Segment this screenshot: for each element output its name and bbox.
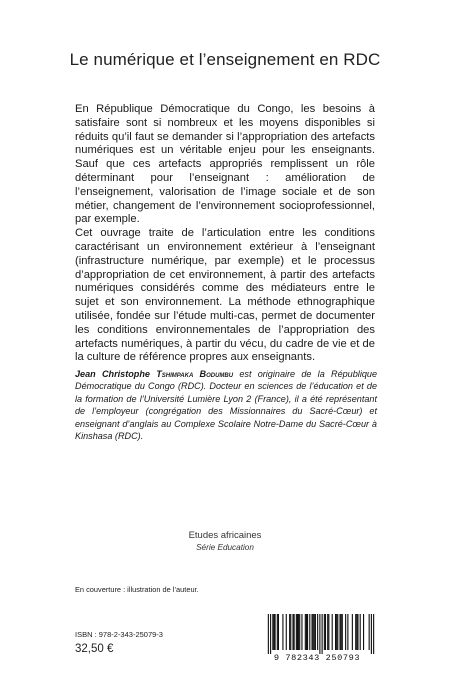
barcode-bar <box>294 614 295 650</box>
barcode-bar <box>272 614 273 650</box>
barcode-digits: 9 782343 250793 <box>273 653 361 663</box>
barcode-bar <box>314 614 315 650</box>
abstract-paragraph-2: Cet ouvrage traite de l’articulation entre les conditions caractérisant un environnement extérieur à l’enseignant (infrastructure numérique, par exemple) et le processus d’appropriation de cet environnement, à partir des artefacts numériques considérés comme des médiateurs entre le sujet et son environnement. La méthode ethnographique utilisée, fondée sur l’étude multi-cas, permet de documenter les conditions environnementales de l’appropriation des artefacts numériques, à partir du vécu, du cadre de vie et de la culture de référence propres aux enseignants. <box>75 227 375 364</box>
barcode-bar <box>332 614 333 650</box>
barcode-bar <box>275 614 276 650</box>
subseries-name: Série Education <box>196 543 254 552</box>
author-bio <box>75 368 377 442</box>
author-bio-text: est originaire de la République Démocratique du Congo (RDC). Docteur en sciences de l’éducation et de la formation de l’Université Lumière Lyon 2 (France), il a été représentant de l’employeur (congrégation des Missionnaires du Sacré-Cœur) et enseignant d’anglais au Complexe Scolaire Notre-Dame du Sacré-Cœur à Kinshasa (RDC). <box>75 369 378 442</box>
collection-block <box>0 530 450 552</box>
barcode-bar <box>301 614 302 650</box>
cover-credit: En couverture : illustration de l’auteur. <box>75 585 199 594</box>
barcode-bar <box>270 614 271 654</box>
barcode-bar <box>327 614 328 650</box>
barcode-bar <box>337 614 338 650</box>
barcode-bar <box>360 614 361 650</box>
barcode-bar <box>325 614 326 650</box>
barcode-bar <box>315 614 316 650</box>
book-title: Le numérique et l’enseignement en RDC <box>69 50 381 69</box>
barcode-bar <box>322 614 323 654</box>
barcode-bar <box>345 614 346 650</box>
series-name: Etudes africaines <box>188 530 262 541</box>
barcode-bars <box>255 612 379 654</box>
barcode-bar <box>282 614 283 650</box>
barcode-bar <box>268 614 269 654</box>
isbn: ISBN : 978-2-343-25079-3 <box>75 630 163 639</box>
barcode-bar <box>299 614 300 650</box>
barcode-bar <box>373 614 374 654</box>
barcode-bar <box>309 614 310 650</box>
barcode-bar <box>336 614 337 650</box>
author-name <box>75 369 233 379</box>
barcode-bar <box>296 614 297 650</box>
barcode-bar <box>273 614 274 650</box>
abstract-paragraph-1: En République Démocratique du Congo, les besoins à satisfaire sont si nombreux et les moyens disponibles si réduits qu’il faut se demander si l’appropriation des artefacts numériques est un véritable enjeu pour les enseignants. Sauf que ces artefacts appropriés remplissent un rôle déterminant pour l’enseignant : amélioration de l’enseignement, valorisation de l’image sociale et de son métier, changement de l’environnement socioprofessionnel, par exemple. <box>75 103 375 226</box>
barcode-bar <box>352 614 353 650</box>
barcode-bar <box>342 614 343 650</box>
barcode-bar <box>311 614 312 650</box>
barcode-bar <box>328 614 329 650</box>
barcode-bar <box>277 614 278 650</box>
barcode-bar <box>335 614 336 650</box>
barcode-bar <box>341 614 342 650</box>
barcode-bar <box>347 614 348 650</box>
barcode-bar <box>278 614 279 650</box>
barcode-bar <box>290 614 291 650</box>
barcode-bar <box>306 614 307 650</box>
author-first-name: Jean Christophe <box>75 369 157 379</box>
barcode-bar <box>371 614 372 654</box>
barcode-bar <box>286 614 287 650</box>
barcode-bar <box>298 614 299 650</box>
barcode-bar <box>356 614 357 650</box>
barcode-bar <box>324 614 325 650</box>
back-cover-abstract <box>75 103 375 365</box>
barcode-bar <box>305 614 306 650</box>
barcode-bar <box>292 614 293 650</box>
barcode-bar <box>307 614 308 650</box>
price: 32,50 € <box>75 643 114 655</box>
barcode-bar <box>369 614 370 650</box>
barcode-bar <box>339 614 340 650</box>
barcode-bar <box>319 614 320 654</box>
barcode-bar <box>357 614 358 650</box>
author-last-names: Tshimpaka Bodumbu <box>156 369 234 379</box>
barcode <box>255 612 379 662</box>
barcode-bar <box>317 614 318 650</box>
barcode-bar <box>313 614 314 650</box>
barcode-bar <box>289 614 290 650</box>
barcode-bar <box>297 614 298 650</box>
barcode-bar <box>363 614 364 650</box>
barcode-bar <box>355 614 356 650</box>
